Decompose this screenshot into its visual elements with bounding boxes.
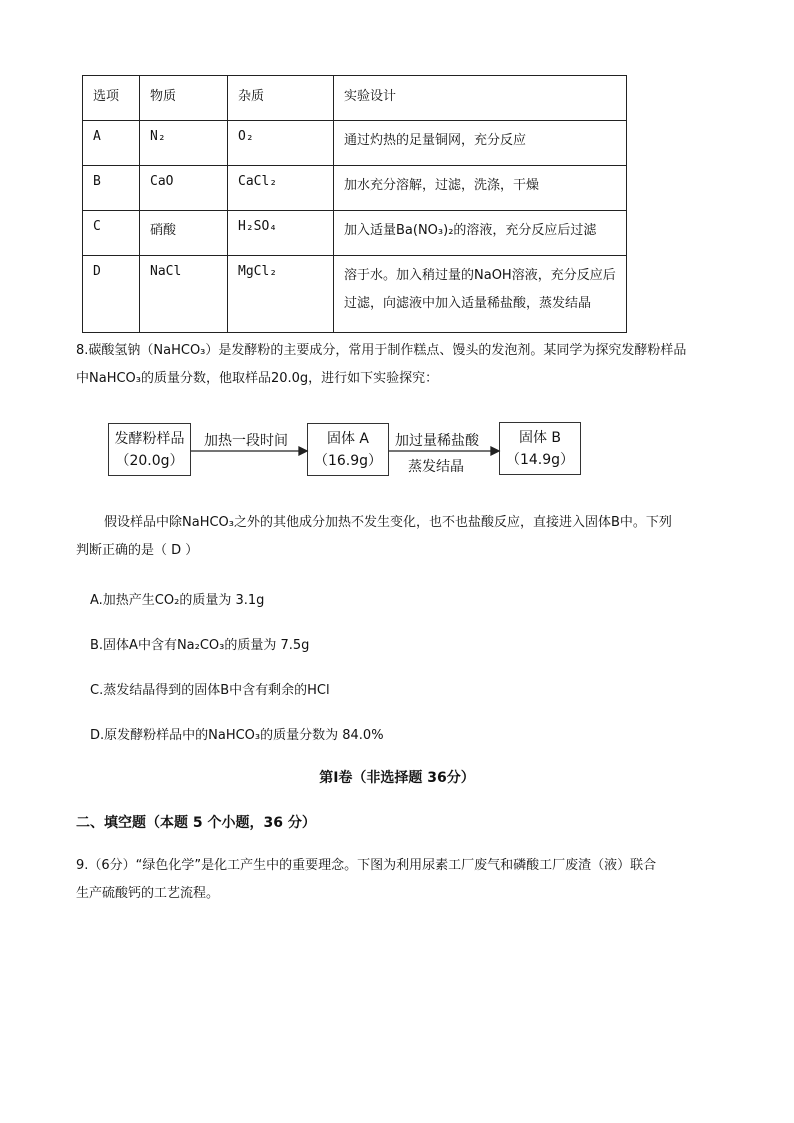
flow-step-2-label-bottom: 蒸发结晶 [408,459,464,475]
cell-substance: NaCl [140,256,228,333]
q8-assumption [76,509,726,565]
part-title: 二、填空题（本题 5 个小题，36 分） [76,815,316,831]
flow-box-sample-name: 发酵粉样品 [114,431,185,447]
cell-option: A [83,121,140,166]
volume-title: 第Ⅰ卷（非选择题 36分） [319,770,475,786]
cell-substance: CaO [140,166,228,211]
cell-design: 通过灼热的足量铜网，充分反应 [334,121,627,166]
q8-option-c: C.蒸发结晶得到的固体B中含有剩余的HCl [90,683,330,698]
design-line-2: 过滤，向滤液中加入适量稀盐酸，蒸发结晶 [344,296,592,311]
q8-assumption-line-1: 假设样品中除NaHCO₃之外的其他成分加热不发生变化，也不也盐酸反应，直接进入固体B中。下列 [104,515,672,530]
cell-impurity: MgCl₂ [228,256,334,333]
flow-arrows [0,0,794,500]
cell-option: B [83,166,140,211]
q8-option-a: A.加热产生CO₂的质量为 3.1g [90,593,265,608]
cell-impurity: CaCl₂ [228,166,334,211]
q9-text [76,852,726,908]
flow-box-solid-b-mass: （14.9g） [505,452,575,468]
flow-step-1-label: 加热一段时间 [204,433,288,449]
flow-box-solid-a-name: 固体 A [326,431,370,447]
cell-impurity: H₂SO₄ [228,211,334,256]
header-design: 实验设计 [334,76,627,121]
q8-option-d: D.原发酵粉样品中的NaHCO₃的质量分数为 84.0% [90,728,384,743]
cell-option: D [83,256,140,333]
header-substance: 物质 [140,76,228,121]
flow-box-solid-b-name: 固体 B [518,430,562,446]
flow-box-sample-mass: （20.0g） [115,453,184,469]
q8-intro-line-2: 中NaHCO₃的质量分数，他取样品20.0g，进行如下实验探究： [76,371,439,386]
flow-step-2-label-top: 加过量稀盐酸 [395,433,479,449]
q8-assumption-line-2: 判断正确的是（ D ） [76,543,199,558]
header-option: 选项 [83,76,140,121]
flow-arrow-1 [191,447,307,455]
q9-line-2: 生产硫酸钙的工艺流程。 [76,886,220,901]
header-impurity: 杂质 [228,76,334,121]
q8-option-b: B.固体A中含有Na₂CO₃的质量为 7.5g [90,638,310,653]
cell-design: 加水充分溶解，过滤，洗涤，干燥 [334,166,627,211]
flow-box-solid-a-mass: （16.9g） [313,453,383,469]
design-line-1: 溶于水。加入稍过量的NaOH溶液，充分反应后 [344,268,616,283]
cell-option: C [83,211,140,256]
flow-arrow-2 [389,447,499,455]
q8-intro-line-1: 8.碳酸氢钠（NaHCO₃）是发酵粉的主要成分，常用于制作糕点、馒头的发泡剂。某同学为探究发酵粉样品 [76,343,687,358]
cell-impurity: O₂ [228,121,334,166]
cell-design: 加入适量Ba(NO₃)₂的溶液，充分反应后过滤 [334,211,627,256]
cell-substance: N₂ [140,121,228,166]
q9-line-1: 9.（6分）“绿色化学”是化工产生中的重要理念。下图为利用尿素工厂废气和磷酸工厂废渣（液）联合 [76,858,657,873]
cell-substance: 硝酸 [140,211,228,256]
